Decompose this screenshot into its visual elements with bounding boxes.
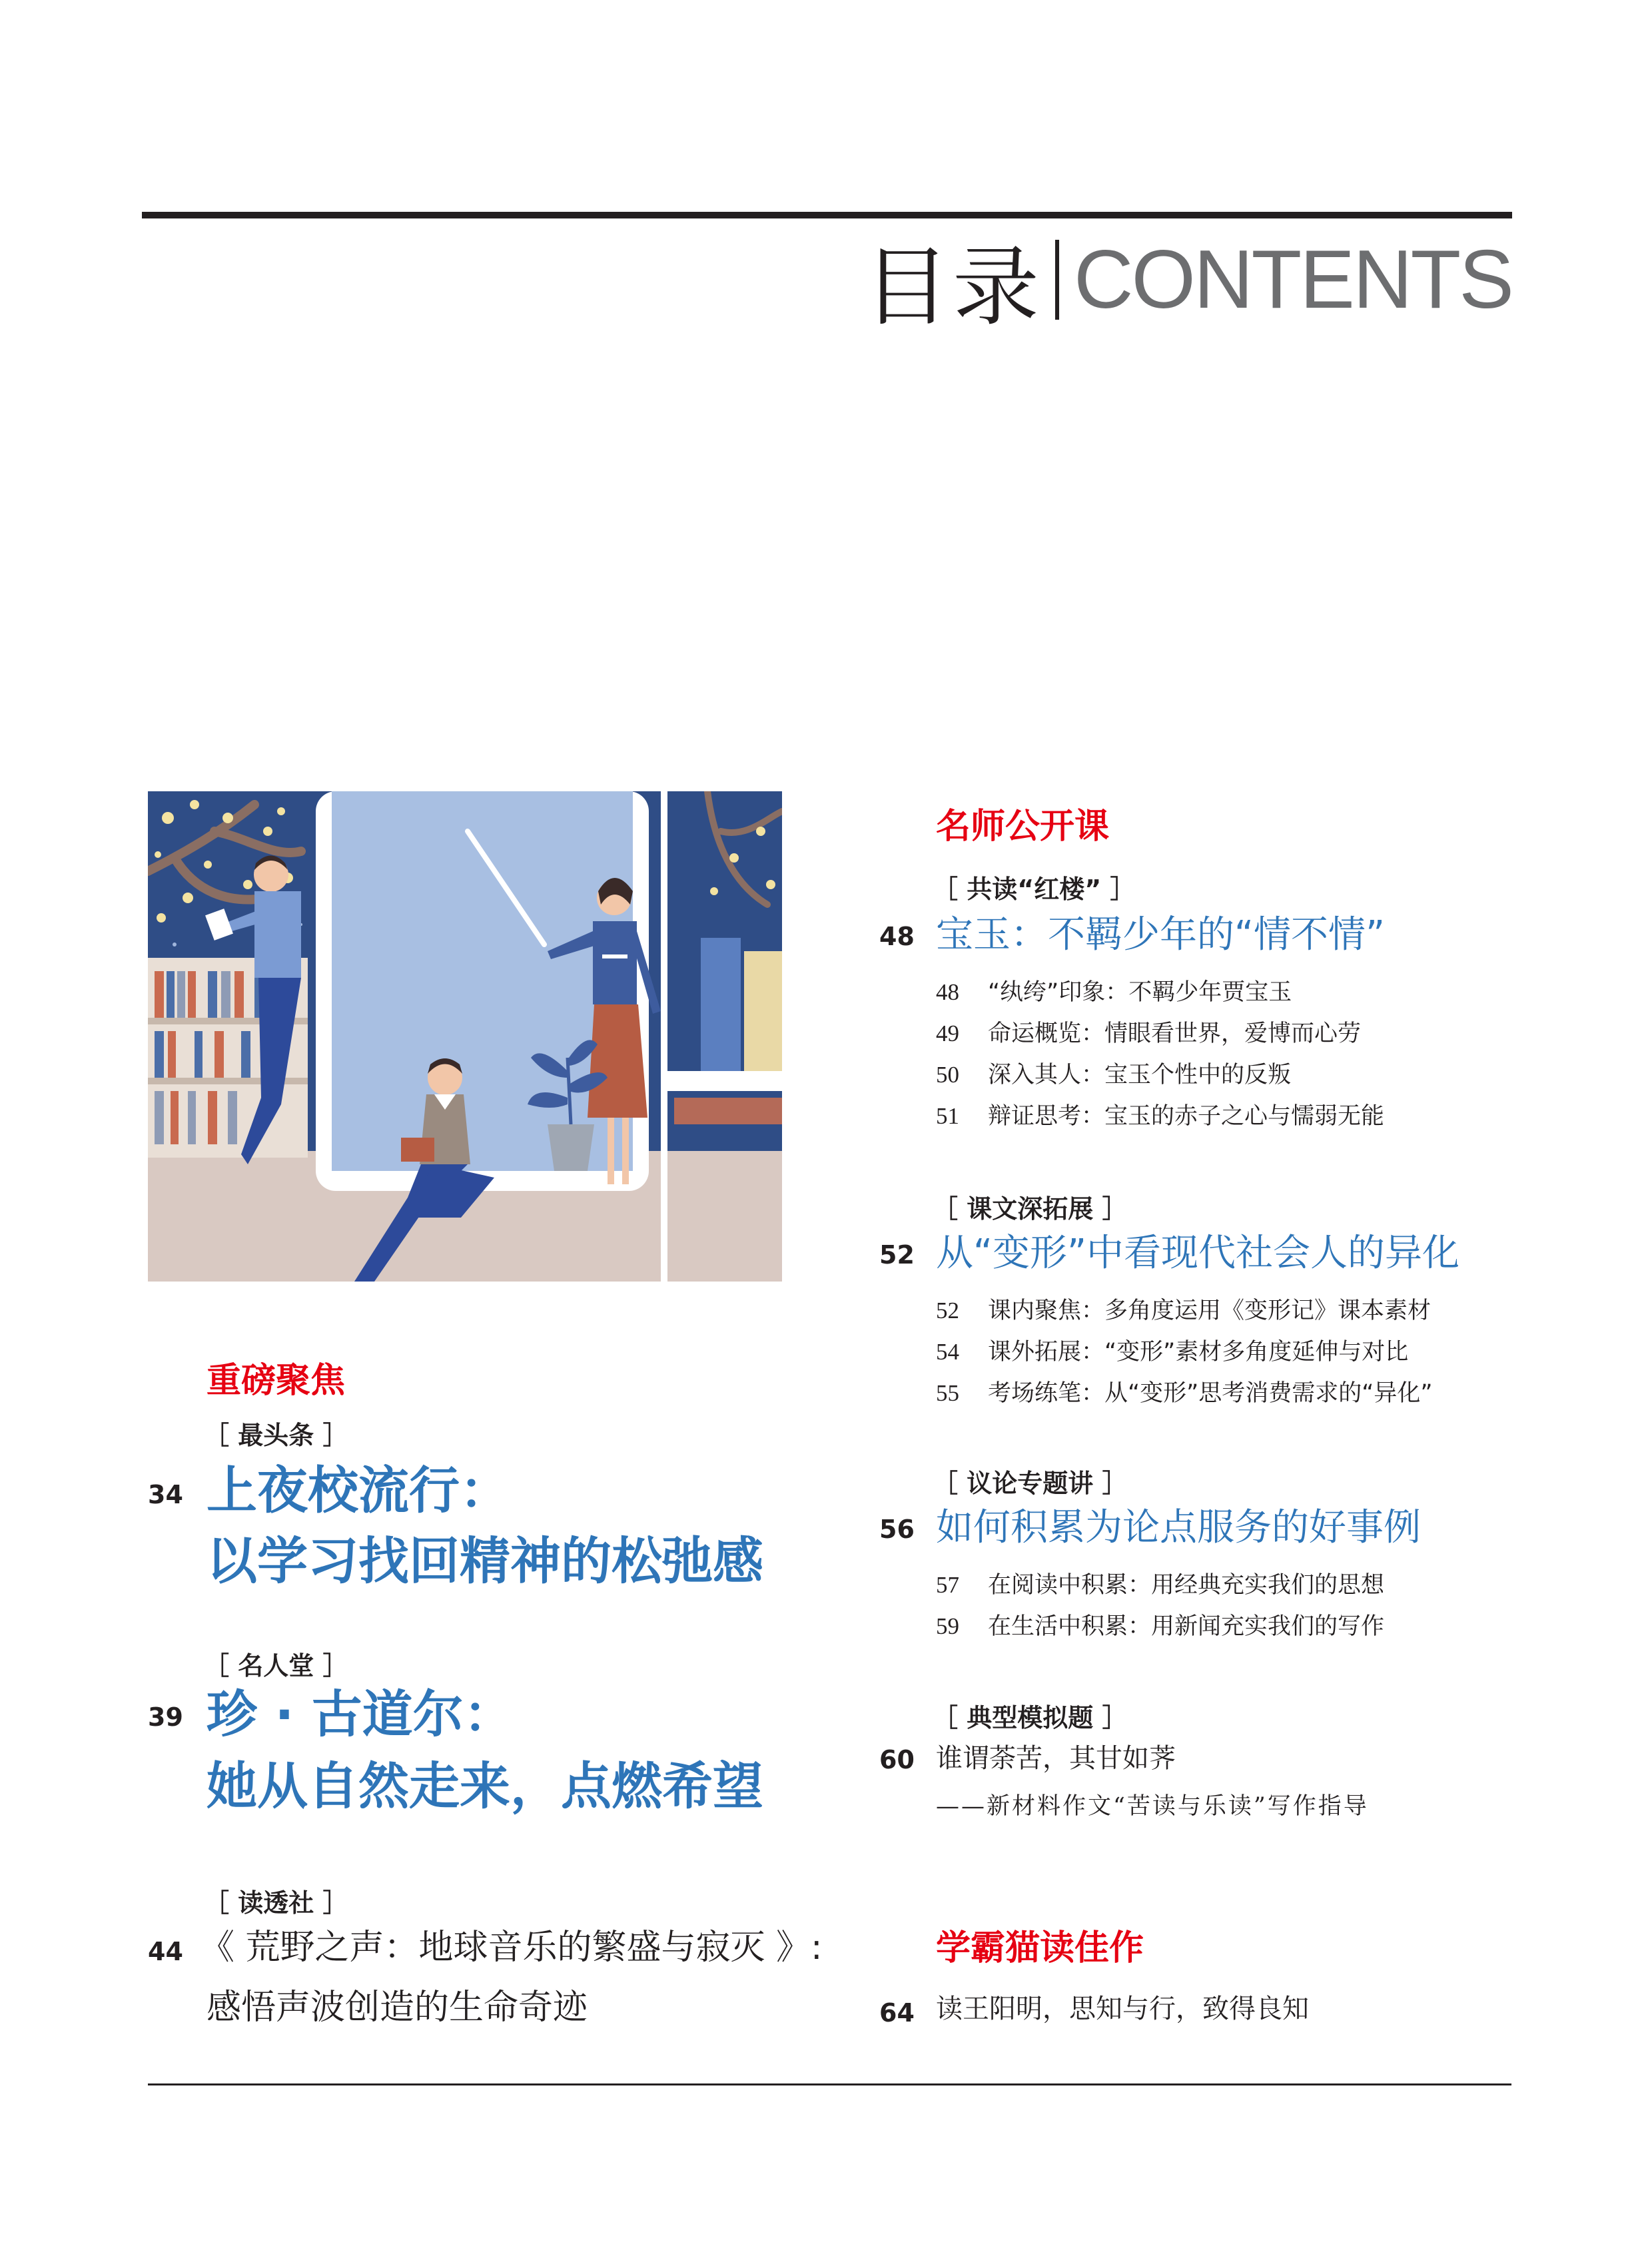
article-title-line1[interactable]: 《 荒野之声：地球音乐的繁盛与寂灭 》: [200, 1928, 823, 1968]
sub-entry[interactable]: 51 辩证思考：宝玉的赤子之心与懦弱无能 [936, 1103, 1385, 1130]
title-divider [1055, 240, 1059, 320]
article-title[interactable]: 如何积累为论点服务的好事例 [936, 1506, 1421, 1549]
article-title-line1[interactable]: 珍 · 古道尔： [206, 1684, 514, 1744]
article-title-line1[interactable]: 上夜校流行： [206, 1461, 510, 1520]
top-rule [142, 212, 1512, 218]
column-tag: ［ 名人堂 ］ [204, 1651, 348, 1681]
page-number: 34 [148, 1480, 183, 1509]
article-title-line2[interactable]: 感悟声波创造的生命奇迹 [206, 1988, 588, 2028]
page-number: 52 [879, 1240, 915, 1270]
article-title[interactable]: 宝玉：不羁少年的“情不情” [936, 913, 1386, 956]
sub-entry[interactable]: 48 “纨绔”印象：不羁少年贾宝玉 [936, 979, 1292, 1006]
page-number: 39 [148, 1702, 183, 1732]
column-tag: ［ 课文深拓展 ］ [933, 1194, 1128, 1224]
article-title-line2[interactable]: 以学习找回精神的松弛感 [206, 1531, 763, 1591]
page-number: 56 [879, 1515, 915, 1544]
article-title[interactable]: 读王阳明，思知与行，致得良知 [936, 1994, 1309, 2024]
page-number: 44 [148, 1937, 183, 1966]
sub-entry[interactable]: 52 课内聚焦：多角度运用《变形记》课本素材 [936, 1298, 1432, 1324]
title-english: CONTENTS [1074, 234, 1512, 326]
sub-entry[interactable]: 49 命运概览：情眼看世界，爱博而心劳 [936, 1020, 1362, 1047]
sub-entry[interactable]: 59 在生活中积累：用新闻充实我们的写作 [936, 1613, 1385, 1640]
article-subtitle: ——新材料作文“苦读与乐读”写作指导 [936, 1793, 1369, 1820]
cover-illustration [148, 791, 782, 1282]
page-number: 60 [879, 1745, 915, 1774]
page-number: 48 [879, 922, 915, 951]
column-tag: ［ 议论专题讲 ］ [933, 1469, 1128, 1498]
column-tag: ［ 最头条 ］ [204, 1421, 348, 1450]
column-tag: ［ 读透社 ］ [204, 1888, 348, 1918]
section-heading-focus: 重磅聚焦 [206, 1361, 346, 1401]
title-chinese: 目录 [863, 236, 1042, 338]
section-heading-top-student: 学霸猫读佳作 [936, 1928, 1144, 1968]
sub-entry[interactable]: 55 考场练笔：从“变形”思考消费需求的“异化” [936, 1380, 1433, 1407]
page-title [863, 226, 1512, 338]
page-number: 64 [879, 1998, 915, 2028]
sub-entry[interactable]: 50 深入其人：宝玉个性中的反叛 [936, 1062, 1292, 1088]
article-title[interactable]: 从“变形”中看现代社会人的异化 [936, 1232, 1460, 1275]
bottom-rule [148, 2083, 1511, 2085]
article-title[interactable]: 谁谓荼苦，其甘如荠 [936, 1743, 1176, 1774]
article-title-line2[interactable]: 她从自然走来，点燃希望 [206, 1756, 763, 1816]
sub-entry[interactable]: 57 在阅读中积累：用经典充实我们的思想 [936, 1572, 1385, 1599]
column-tag: ［ 典型模拟题 ］ [933, 1703, 1128, 1732]
sub-entry[interactable]: 54 课外拓展：“变形”素材多角度延伸与对比 [936, 1339, 1409, 1365]
column-tag: ［ 共读“红楼” ］ [933, 875, 1136, 904]
section-heading-masterclass: 名师公开课 [936, 807, 1110, 847]
